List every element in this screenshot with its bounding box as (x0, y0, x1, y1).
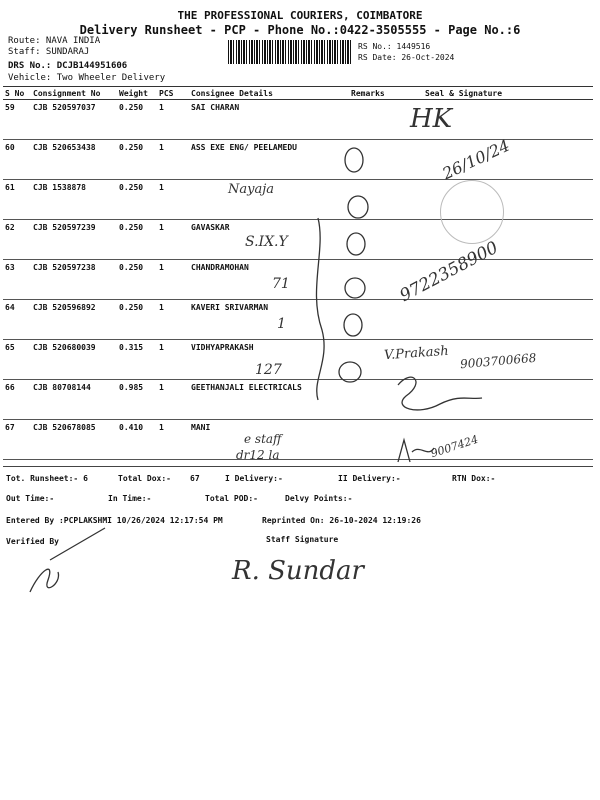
cell-pcs: 1 (157, 100, 189, 140)
rs-number: RS No.: 1449516 (358, 42, 431, 51)
remark-circle-row62 (347, 233, 365, 255)
cell-sno: 65 (3, 340, 31, 380)
route: Route: NAVA INDIA (8, 36, 101, 46)
cell-consignment: CJB 520653438 (31, 140, 117, 180)
handwriting-r67-note2: dr12 la (236, 448, 280, 462)
col-pcs: PCS (157, 87, 189, 100)
cell-pcs: 1 (157, 380, 189, 420)
remark-circle-row60 (345, 148, 363, 172)
entered-by: Entered By :PCPLAKSHMI 10/26/2024 12:17:54 PM (6, 516, 223, 525)
cell-pcs: 1 (157, 180, 189, 220)
cell-consignment: CJB 520597037 (31, 100, 117, 140)
cell-sno: 67 (3, 420, 31, 460)
cell-sno: 60 (3, 140, 31, 180)
cell-weight: 0.250 (117, 180, 157, 220)
cell-consignee: MANI (189, 420, 349, 460)
total-dox-label: Total Dox:- (118, 474, 171, 483)
cell-consignment: CJB 520596892 (31, 300, 117, 340)
handwriting-r61-name: Nayaja (228, 182, 275, 197)
handwriting-r65-sign: V.Prakash (383, 343, 450, 364)
cell-pcs: 1 (157, 300, 189, 340)
staff: Staff: SUNDARAJ (8, 47, 90, 57)
cell-consignment: CJB 520680039 (31, 340, 117, 380)
cell-pcs: 1 (157, 420, 189, 460)
cell-consignee: ASS EXE ENG/ PEELAMEDU (189, 140, 349, 180)
cell-pcs: 1 (157, 340, 189, 380)
i-delivery: I Delivery:- (225, 474, 283, 483)
cell-consignment: CJB 520597239 (31, 220, 117, 260)
verified-by: Verified By (6, 537, 59, 546)
rs-date: RS Date: 26-Oct-2024 (358, 53, 455, 62)
col-remarks: Remarks (349, 87, 403, 100)
cell-weight: 0.315 (117, 340, 157, 380)
handwriting-r63-mark: 71 (272, 276, 290, 292)
remark-circle-row65 (339, 362, 361, 382)
rtn-dox: RTN Dox:- (452, 474, 496, 483)
ii-delivery: II Delivery:- (338, 474, 401, 483)
cell-pcs: 1 (157, 220, 189, 260)
delvy-points: Delvy Points:- (285, 494, 353, 503)
remark-circle-row64 (344, 314, 362, 336)
cell-consignee: SAI CHARAN (189, 100, 349, 140)
staff-signature-label: Staff Signature (266, 535, 339, 544)
cell-weight: 0.985 (117, 380, 157, 420)
cell-consignee: VIDHYAPRAKASH (189, 340, 349, 380)
handwriting-r64-mark: 1 (277, 316, 286, 332)
cell-sno: 61 (3, 180, 31, 220)
cell-consignee: GEETHANJALI ELECTRICALS (189, 380, 349, 420)
handwriting-r63-phone: 9722358900 (396, 237, 502, 307)
handwriting-r67-note1: e staff (244, 432, 282, 446)
remark-circle-row61 (348, 196, 368, 218)
cell-weight: 0.250 (117, 100, 157, 140)
col-consignee: Consignee Details (189, 87, 349, 100)
cell-consignment: CJB 1538878 (31, 180, 117, 220)
total-dox-value: 67 (190, 474, 200, 483)
cell-consignee: CHANDRAMOHAN (189, 260, 349, 300)
cell-consignment: CJB 80708144 (31, 380, 117, 420)
cell-consignment: CJB 520678085 (31, 420, 117, 460)
drs-number: DRS No.: DCJB144951606 (8, 61, 128, 71)
total-runsheet: Tot. Runsheet:- 6 (6, 474, 88, 483)
handwriting-r59-sign: HK (410, 104, 453, 134)
cell-weight: 0.250 (117, 300, 157, 340)
col-consignment: Consignment No (31, 87, 117, 100)
handwriting-staff-sign: R. Sundar (232, 556, 364, 586)
remark-circle-row63 (345, 278, 365, 298)
row66-signature-scribble (398, 377, 482, 410)
handwriting-r60-date: 26/10/24 (439, 135, 513, 184)
cell-sno: 64 (3, 300, 31, 340)
cell-pcs: 1 (157, 140, 189, 180)
cell-pcs: 1 (157, 260, 189, 300)
bracket-line (316, 218, 324, 400)
reprinted-on: Reprinted On: 26-10-2024 12:19:26 (262, 516, 421, 525)
verified-by-flourish (30, 528, 105, 592)
col-seal-signature: Seal & Signature (403, 87, 593, 100)
handwriting-r65-mark: 127 (255, 362, 282, 378)
cell-sno: 62 (3, 220, 31, 260)
cell-weight: 0.250 (117, 140, 157, 180)
cell-weight: 0.250 (117, 220, 157, 260)
handwriting-r62-note: S.IX.Y (245, 234, 288, 250)
out-time: Out Time:- (6, 494, 55, 503)
in-time: In Time:- (108, 494, 152, 503)
cell-consignment: CJB 520597238 (31, 260, 117, 300)
cell-weight: 0.410 (117, 420, 157, 460)
runsheet-title: Delivery Runsheet - PCP - Phone No.:0422-3505555 - Page No.:6 (79, 23, 521, 37)
vehicle: Vehicle: Two Wheeler Delivery (8, 73, 166, 83)
cell-sno: 63 (3, 260, 31, 300)
handwriting-r67-phone: 9007424 (429, 432, 480, 461)
cell-weight: 0.250 (117, 260, 157, 300)
col-weight: Weight (117, 87, 157, 100)
cell-consignee: GAVASKAR (189, 220, 349, 260)
cell-sno: 59 (3, 100, 31, 140)
total-pod: Total POD:- (205, 494, 258, 503)
cell-sno: 66 (3, 380, 31, 420)
company-name: THE PROFESSIONAL COURIERS, COIMBATORE (177, 9, 423, 22)
cell-consignee: KAVERI SRIVARMAN (189, 300, 349, 340)
col-sno: S No (3, 87, 31, 100)
handwriting-r65-phone: 9003700668 (459, 350, 537, 372)
row67-signature-scribble (398, 440, 434, 462)
